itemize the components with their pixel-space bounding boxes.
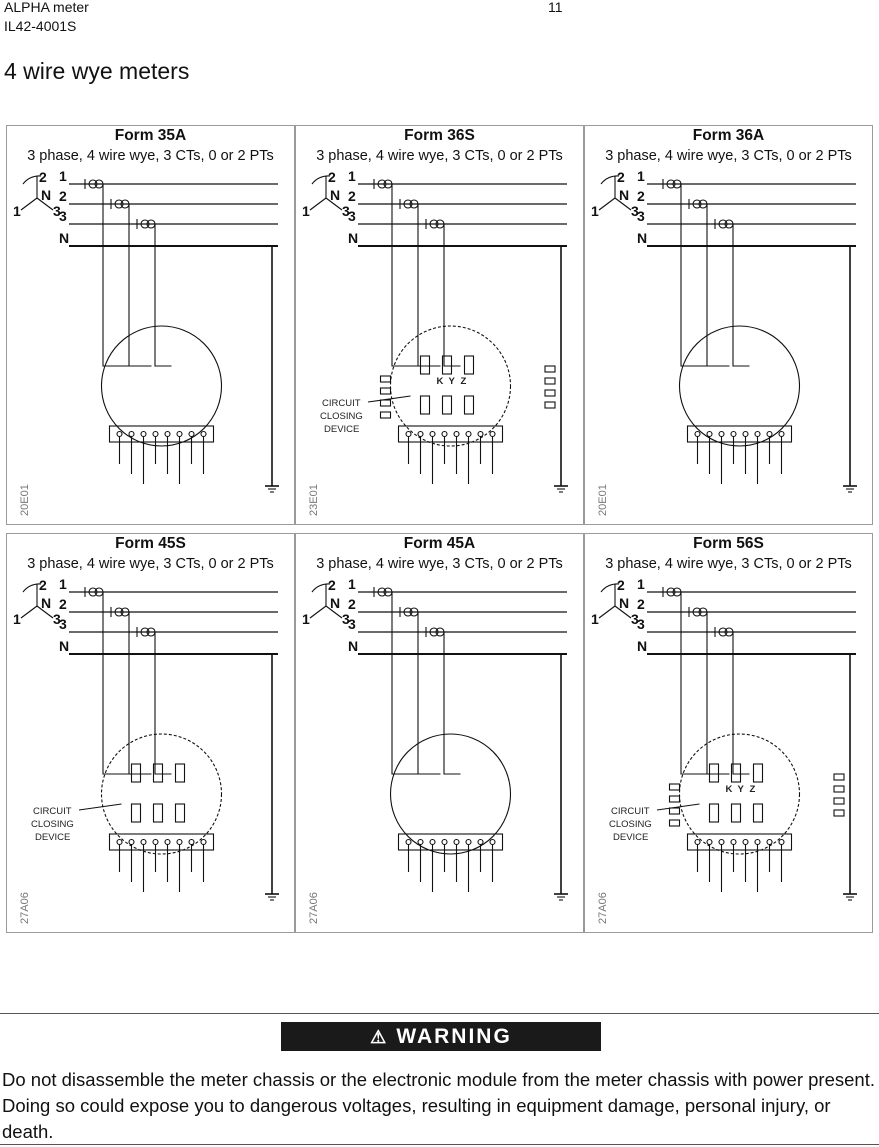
ccd-label: DEVICE [613,832,649,843]
panel-title: Form 35A [114,127,187,144]
phasor-arm [599,198,615,210]
wiring-diagram [7,126,296,526]
terminal [779,432,784,437]
ccd-label: DEVICE [324,424,360,435]
wiring-diagram [296,126,585,526]
current-element [710,804,719,822]
panel-subtitle: 3 phase, 4 wire wye, 3 CTs, 0 or 2 PTs [605,556,852,572]
ccd-pointer [657,804,700,810]
phasor-label-3: 3 [631,203,639,219]
current-element [732,804,741,822]
phasor-label-n: N [619,187,630,203]
phasor-label-1: 1 [302,611,310,627]
kyz-label-z: Z [749,784,756,795]
phasor-label-n: N [330,187,341,203]
phasor-label-1: 1 [302,203,310,219]
terminal [454,432,459,437]
warning-text: Do not disassemble the meter chassis or the electronic module from the meter chassis with power present. Doing so could expose you to dangerous voltages, resulting in equipment damage, personal injury, or death. [2,1069,875,1142]
output-terminal [381,388,391,394]
kyz-label-y: Y [448,376,455,387]
ccd-label: CLOSING [320,411,363,422]
ccd-pointer [368,396,411,402]
feed-wire [418,204,441,366]
terminal [129,840,134,845]
line-label-2: 2 [637,188,645,204]
warning-triangle-icon: ⚠ [370,1027,389,1047]
output-terminal [670,784,680,790]
meter-base [102,734,222,854]
phasor-label-2: 2 [328,577,336,593]
divider [0,1144,879,1145]
panel-title: Form 56S [693,535,764,552]
terminal [719,432,724,437]
page-number: 11 [548,0,563,15]
terminal [490,432,495,437]
figure-code: 23E01 [308,484,320,516]
phasor-label-1: 1 [13,203,21,219]
terminal [430,840,435,845]
output-terminal [834,798,844,804]
phasor-label-2: 2 [39,577,47,593]
phasor-label-3: 3 [342,611,350,627]
diagram-panel [295,125,584,525]
line-label-3: 3 [637,616,645,632]
phasor-arm [310,606,326,618]
phasor-label-n: N [41,595,52,611]
diagram-panel [584,125,873,525]
ccd-label: CLOSING [31,819,74,830]
terminal [153,840,158,845]
panel-title: Form 36S [404,127,475,144]
terminal [406,840,411,845]
terminal [695,432,700,437]
diagram-panel [6,533,295,933]
ccd-pointer [79,804,122,810]
phasor-label-n: N [330,595,341,611]
output-terminal [381,376,391,382]
page-header [4,0,89,36]
terminal [406,432,411,437]
phasor-label-3: 3 [342,203,350,219]
diagram-panel [295,533,584,933]
terminal [177,840,182,845]
current-element [710,764,719,782]
output-terminal [545,366,555,372]
diagram-panel [584,533,873,933]
terminal [755,840,760,845]
line-label-1: 1 [59,576,67,592]
current-element [443,396,452,414]
line-label-N: N [348,230,359,246]
terminal [165,432,170,437]
terminal [731,840,736,845]
figure-code: 27A06 [308,892,320,924]
current-element [754,764,763,782]
output-terminal [545,402,555,408]
wiring-diagram [296,534,585,934]
line-label-2: 2 [59,596,67,612]
line-label-N: N [59,638,70,654]
phasor-label-n: N [619,595,630,611]
terminal [478,432,483,437]
terminal [117,840,122,845]
terminal [743,432,748,437]
terminal [189,432,194,437]
output-terminal [381,400,391,406]
product-name: ALPHA meter [4,0,89,15]
terminal [755,432,760,437]
phasor-label-1: 1 [591,203,599,219]
phasor-label-2: 2 [39,169,47,185]
feed-wire [681,592,710,774]
output-terminal [670,808,680,814]
wiring-diagram [585,126,874,526]
warning-label: WARNING [396,1025,512,1048]
line-label-1: 1 [637,576,645,592]
line-label-N: N [348,638,359,654]
panel-subtitle: 3 phase, 4 wire wye, 3 CTs, 0 or 2 PTs [27,148,274,164]
wiring-diagram [585,534,874,934]
feed-wire [681,184,710,366]
phasor-label-2: 2 [617,577,625,593]
kyz-label-k: K [436,376,444,387]
ccd-label: DEVICE [35,832,71,843]
terminal [779,840,784,845]
terminal [454,840,459,845]
feed-wire [707,204,730,366]
line-label-2: 2 [348,188,356,204]
phasor-label-1: 1 [591,611,599,627]
terminal [707,840,712,845]
current-element [176,764,185,782]
figure-code: 20E01 [19,484,31,516]
line-label-3: 3 [637,208,645,224]
wiring-diagram [7,534,296,934]
terminal [731,432,736,437]
line-label-1: 1 [348,576,356,592]
terminal [490,840,495,845]
line-label-1: 1 [348,168,356,184]
terminal [201,432,206,437]
feed-wire [392,592,421,774]
output-terminal [545,378,555,384]
output-terminal [834,774,844,780]
phasor-label-1: 1 [13,611,21,627]
terminal [129,432,134,437]
meter-base [102,326,222,446]
line-label-N: N [637,638,648,654]
terminal [695,840,700,845]
output-terminal [834,810,844,816]
phasor-label-3: 3 [53,203,61,219]
panel-subtitle: 3 phase, 4 wire wye, 3 CTs, 0 or 2 PTs [316,556,563,572]
current-element [421,396,430,414]
terminal [719,840,724,845]
phasor-label-3: 3 [53,611,61,627]
terminal [466,840,471,845]
terminal [767,840,772,845]
diagram-panel [6,125,295,525]
terminal [478,840,483,845]
phasor-label-2: 2 [328,169,336,185]
current-element [176,804,185,822]
feed-wire [129,612,152,774]
feed-wire [392,184,421,366]
warning-banner [281,1022,601,1051]
line-label-2: 2 [348,596,356,612]
feed-wire [129,204,152,366]
panel-subtitle: 3 phase, 4 wire wye, 3 CTs, 0 or 2 PTs [605,148,852,164]
terminal [743,840,748,845]
terminal [117,432,122,437]
output-terminal [381,412,391,418]
phasor-arm [21,606,37,618]
feed-wire [418,612,441,774]
terminal [442,432,447,437]
terminal [707,432,712,437]
panel-subtitle: 3 phase, 4 wire wye, 3 CTs, 0 or 2 PTs [27,556,274,572]
figure-code: 27A06 [597,892,609,924]
output-terminal [834,786,844,792]
kyz-label-y: Y [737,784,744,795]
phasor-label-3: 3 [631,611,639,627]
figure-code: 20E01 [597,484,609,516]
terminal [442,840,447,845]
ccd-label: CIRCUIT [33,806,72,817]
terminal [418,432,423,437]
panel-subtitle: 3 phase, 4 wire wye, 3 CTs, 0 or 2 PTs [316,148,563,164]
phasor-label-2: 2 [617,169,625,185]
terminal [177,432,182,437]
feed-wire [707,612,730,774]
line-label-1: 1 [637,168,645,184]
meter-base [680,326,800,446]
kyz-label-z: Z [460,376,467,387]
line-label-3: 3 [348,208,356,224]
ccd-label: CIRCUIT [322,398,361,409]
line-label-3: 3 [59,616,67,632]
current-element [465,356,474,374]
ccd-label: CLOSING [609,819,652,830]
line-label-3: 3 [59,208,67,224]
terminal [141,840,146,845]
line-label-1: 1 [59,168,67,184]
terminal [141,432,146,437]
current-element [754,804,763,822]
line-label-3: 3 [348,616,356,632]
phasor-arm [21,198,37,210]
panel-title: Form 36A [692,127,765,144]
terminal [189,840,194,845]
line-label-N: N [637,230,648,246]
phasor-arm [310,198,326,210]
panel-title: Form 45A [403,535,476,552]
feed-wire [103,592,132,774]
phasor-label-n: N [41,187,52,203]
output-terminal [670,820,680,826]
kyz-label-k: K [725,784,733,795]
terminal [767,432,772,437]
current-element [132,804,141,822]
section-title: 4 wire wye meters [4,58,190,84]
feed-wire [103,184,132,366]
output-terminal [670,796,680,802]
terminal [165,840,170,845]
divider [0,1013,879,1014]
terminal [201,840,206,845]
current-element [465,396,474,414]
ccd-label: CIRCUIT [611,806,650,817]
output-terminal [545,390,555,396]
phasor-arm [599,606,615,618]
terminal [466,432,471,437]
meter-base [391,734,511,854]
line-label-2: 2 [59,188,67,204]
line-label-N: N [59,230,70,246]
terminal [153,432,158,437]
document-id: IL42-4001S [4,18,77,34]
line-label-2: 2 [637,596,645,612]
current-element [132,764,141,782]
figure-code: 27A06 [19,892,31,924]
terminal [418,840,423,845]
terminal [430,432,435,437]
panel-title: Form 45S [115,535,186,552]
current-element [421,356,430,374]
current-element [154,804,163,822]
